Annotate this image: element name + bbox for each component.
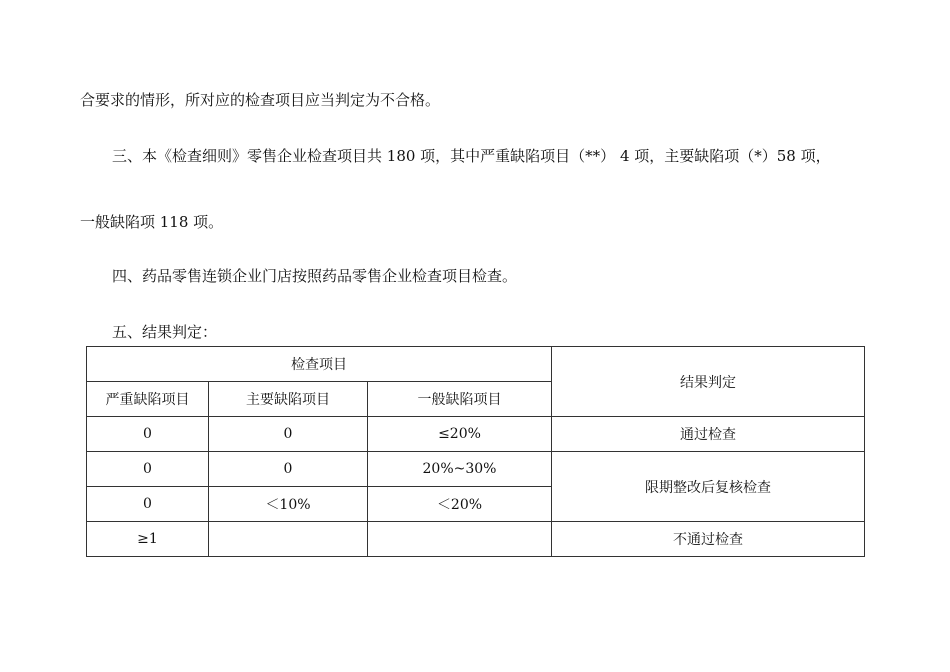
table-header-row: [87, 347, 865, 382]
header-serious-defects: 严重缺陷项目: [87, 382, 209, 417]
cell-serious: ≥1: [87, 522, 209, 557]
cell-serious: 0: [87, 452, 209, 487]
table-row: [87, 452, 865, 487]
table-row: [87, 522, 865, 557]
cell-result: 通过检查: [552, 417, 865, 452]
header-major-defects: 主要缺陷项目: [209, 382, 368, 417]
header-general-defects: 一般缺陷项目: [368, 382, 552, 417]
paragraph-item-4: 四、药品零售连锁企业门店按照药品零售企业检查项目检查。: [112, 267, 518, 285]
cell-major: 0: [209, 417, 368, 452]
paragraph-item-3-continued: 一般缺陷项 118 项。: [80, 213, 224, 231]
cell-general: [368, 522, 552, 557]
table-row: [87, 417, 865, 452]
cell-result: 限期整改后复核检查: [552, 452, 865, 522]
cell-major: [209, 522, 368, 557]
cell-major: 0: [209, 452, 368, 487]
paragraph-item-5: 五、结果判定：: [112, 323, 218, 341]
result-judgement-table: [86, 346, 865, 557]
paragraph-item-3: 三、本《检查细则》零售企业检查项目共 180 项，其中严重缺陷项目（**） 4 项，主要缺陷项（*）58 项，: [112, 147, 831, 165]
header-check-items: 检查项目: [87, 347, 552, 382]
cell-major: ＜10%: [209, 487, 368, 522]
cell-general: ＜20%: [368, 487, 552, 522]
cell-serious: 0: [87, 487, 209, 522]
cell-serious: 0: [87, 417, 209, 452]
header-result: 结果判定: [552, 347, 865, 417]
paragraph-continuation: 合要求的情形，所对应的检查项目应当判定为不合格。: [80, 91, 441, 109]
cell-general: ≤20%: [368, 417, 552, 452]
cell-result: 不通过检查: [552, 522, 865, 557]
cell-general: 20%~30%: [368, 452, 552, 487]
